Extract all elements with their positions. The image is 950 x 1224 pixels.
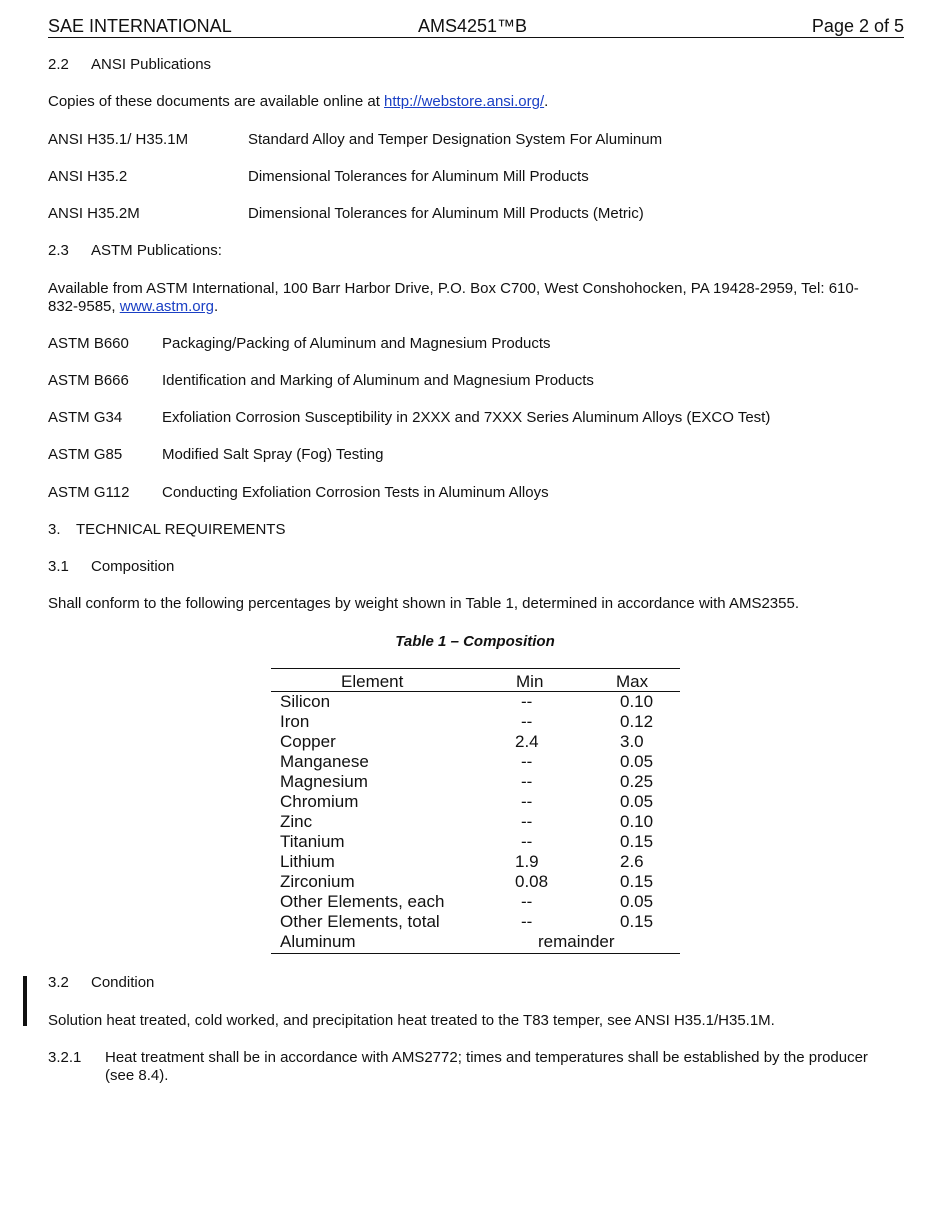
- section-3-2-1: [48, 1049, 868, 1066]
- cell-max: 0.12: [620, 712, 654, 731]
- section-number: 3.2: [48, 974, 69, 991]
- cell-max: 3.0: [620, 732, 644, 751]
- ref-code: ANSI H35.2M: [48, 205, 140, 222]
- table-row: [271, 912, 680, 932]
- cell-max: 0.05: [620, 892, 654, 911]
- astm-intro-line2: [48, 298, 218, 315]
- cell-min: --: [521, 692, 533, 711]
- table-row: [271, 832, 680, 852]
- cell-max: 0.15: [620, 872, 654, 891]
- cell-max: 0.05: [620, 792, 654, 811]
- ansi-intro: [48, 93, 548, 110]
- ref-desc: Identification and Marking of Aluminum and Magnesium Products: [162, 372, 594, 389]
- section-3-2-heading: [48, 974, 155, 991]
- ref-desc: Exfoliation Corrosion Susceptibility in 2XXX and 7XXX Series Aluminum Alloys (EXCO Test): [162, 409, 771, 426]
- section-2-3-heading: [48, 242, 222, 259]
- condition-text: Solution heat treated, cold worked, and precipitation heat treated to the T83 temper, see ANSI H35.1/H35.1M.: [48, 1012, 775, 1029]
- section-number: 2.2: [48, 56, 69, 73]
- cell-max: 0.15: [620, 832, 654, 851]
- cell-min: --: [521, 812, 533, 831]
- cell-min: --: [521, 712, 533, 731]
- ref-code: ASTM G85: [48, 446, 123, 463]
- section-3-1-heading: [48, 558, 175, 575]
- section-number: 2.3: [48, 242, 69, 259]
- header-org: SAE INTERNATIONAL: [48, 16, 232, 36]
- section-title: ASTM Publications:: [91, 242, 222, 259]
- heat-treatment-line2: (see 8.4).: [105, 1067, 169, 1084]
- table-caption: Table 1 – Composition: [395, 633, 555, 650]
- section-title: Condition: [91, 974, 155, 991]
- ansi-intro-text: Copies of these documents are available online at: [48, 93, 385, 110]
- table-row: [271, 752, 680, 772]
- composition-text: Shall conform to the following percentages by weight shown in Table 1, determined in accordance with AMS2355.: [48, 595, 799, 612]
- cell-max: 0.25: [620, 772, 654, 791]
- ref-desc: Dimensional Tolerances for Aluminum Mill Products (Metric): [248, 205, 644, 222]
- section-title: Composition: [91, 558, 175, 575]
- cell-min: 2.4: [515, 732, 539, 751]
- ref-desc: Packaging/Packing of Aluminum and Magnesium Products: [162, 335, 551, 352]
- table-row: [271, 732, 680, 752]
- table-row: [271, 712, 680, 732]
- table-row: [271, 872, 680, 892]
- composition-table: [271, 668, 680, 954]
- cell-min: 0.08: [515, 872, 549, 891]
- header-min: Min: [516, 672, 544, 691]
- astm-intro-line1: Available from ASTM International, 100 Barr Harbor Drive, P.O. Box C700, West Conshohocken, PA 19428-2959, Tel: 610-: [48, 280, 859, 297]
- section-3-heading: [48, 521, 286, 538]
- ansi-webstore-link[interactable]: http://webstore.ansi.org/: [384, 93, 545, 110]
- cell-min: --: [521, 792, 533, 811]
- table-row: [271, 812, 680, 832]
- ref-code: ANSI H35.1/ H35.1M: [48, 131, 189, 148]
- page-header: [48, 15, 904, 38]
- astm-website-link[interactable]: www.astm.org: [119, 298, 214, 315]
- ref-code: ASTM B666: [48, 372, 129, 389]
- astm-intro-end: .: [213, 298, 219, 315]
- ansi-intro-end: .: [544, 93, 549, 110]
- cell-max: 2.6: [620, 852, 644, 871]
- header-doc-id: AMS4251™B: [418, 16, 528, 36]
- cell-max: 0.05: [620, 752, 654, 771]
- cell-max: 0.10: [620, 812, 654, 831]
- cell-element: Zirconium: [280, 872, 355, 891]
- table-row-aluminum: [271, 932, 680, 953]
- cell-element: Zinc: [280, 812, 313, 831]
- ref-desc: Standard Alloy and Temper Designation System For Aluminum: [248, 131, 663, 148]
- ref-code: ASTM G112: [48, 484, 130, 501]
- section-number: 3.2.1: [48, 1049, 82, 1066]
- cell-min: --: [521, 892, 533, 911]
- cell-element: Manganese: [280, 752, 369, 771]
- table-row: [271, 892, 680, 912]
- table-row: [271, 692, 680, 712]
- cell-min: 1.9: [515, 852, 539, 871]
- cell-element: Lithium: [280, 852, 335, 871]
- ref-desc: Dimensional Tolerances for Aluminum Mill Products: [248, 168, 589, 185]
- cell-element: Aluminum: [280, 932, 356, 951]
- ref-desc: Conducting Exfoliation Corrosion Tests in Aluminum Alloys: [162, 484, 549, 501]
- cell-max: 0.10: [620, 692, 654, 711]
- header-page-number: Page 2 of 5: [811, 16, 904, 36]
- section-title: TECHNICAL REQUIREMENTS: [76, 521, 286, 538]
- table-header-row: [271, 669, 680, 692]
- ref-code: ASTM B660: [48, 335, 129, 352]
- cell-element: Other Elements, each: [280, 892, 445, 911]
- cell-element: Copper: [280, 732, 336, 751]
- table-row: [271, 852, 680, 872]
- section-2-2-heading: [48, 56, 212, 73]
- astm-intro-text: 832-9585,: [48, 298, 120, 315]
- cell-min: --: [521, 912, 533, 931]
- table-body: [271, 692, 680, 932]
- cell-element: Magnesium: [280, 772, 368, 791]
- ref-desc: Modified Salt Spray (Fog) Testing: [162, 446, 384, 463]
- cell-element: Chromium: [280, 792, 359, 811]
- ref-code: ANSI H35.2: [48, 168, 128, 185]
- cell-min: --: [521, 752, 533, 771]
- header-element: Element: [341, 672, 404, 691]
- cell-element: Silicon: [280, 692, 331, 711]
- section-number: 3.: [48, 521, 61, 538]
- cell-min: --: [521, 772, 533, 791]
- table-row: [271, 792, 680, 812]
- section-title: ANSI Publications: [91, 56, 212, 73]
- revision-change-bar: [23, 976, 27, 1026]
- heat-treatment-line1: Heat treatment shall be in accordance with AMS2772; times and temperatures shall be established by the producer: [105, 1049, 868, 1066]
- cell-min: --: [521, 832, 533, 851]
- cell-element: Iron: [280, 712, 310, 731]
- section-number: 3.1: [48, 558, 69, 575]
- table-row: [271, 772, 680, 792]
- cell-max: 0.15: [620, 912, 654, 931]
- header-max: Max: [616, 672, 649, 691]
- cell-element: Titanium: [280, 832, 345, 851]
- cell-element: Other Elements, total: [280, 912, 440, 931]
- cell-remainder: remainder: [538, 932, 615, 951]
- ref-code: ASTM G34: [48, 409, 123, 426]
